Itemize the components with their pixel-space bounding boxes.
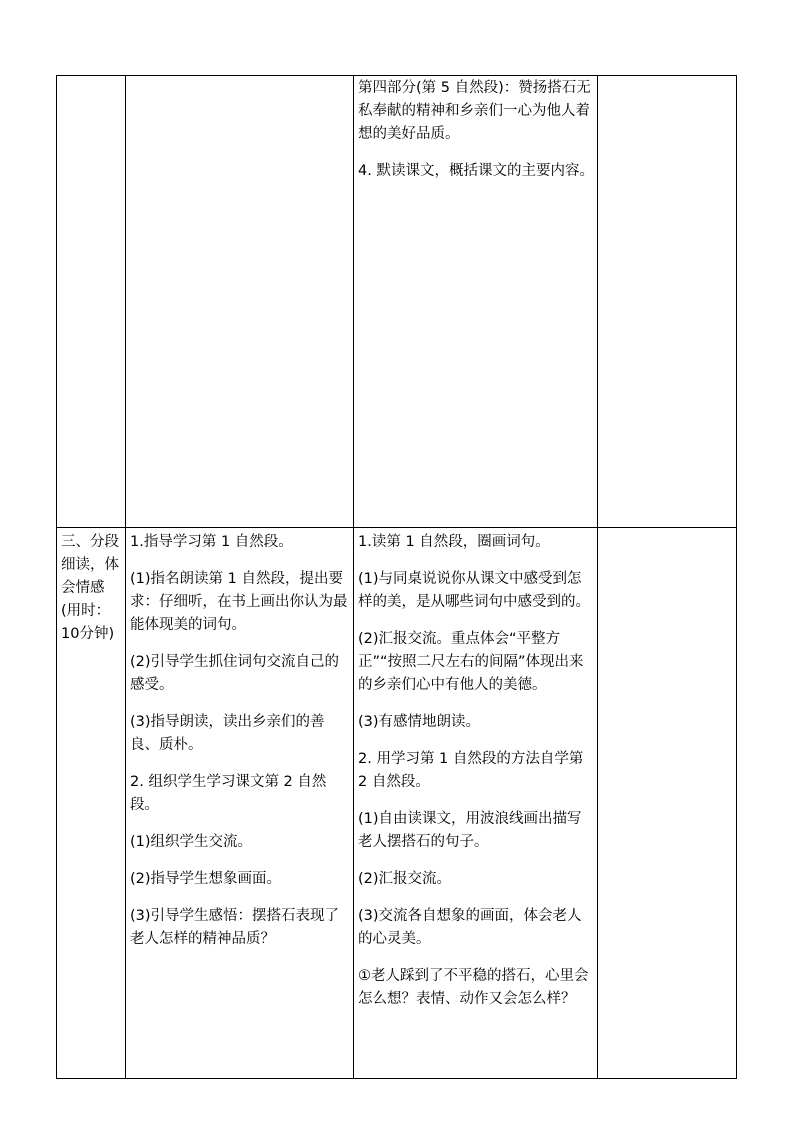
paragraph: (3)有感情地朗读。 — [358, 714, 481, 730]
row1-col1-cell — [57, 76, 125, 527]
paragraph: 2. 组织学生学习课文第 2 自然段。 — [130, 774, 327, 813]
row1-col4-cell — [598, 76, 737, 527]
paragraph: 第四部分(第 5 自然段)：赞扬搭石无私奉献的精神和乡亲们一心为他人着想的美好品质。 — [358, 80, 591, 142]
lesson-plan-table — [56, 75, 737, 1079]
row2-col4-cell — [598, 528, 737, 1078]
paragraph: 1.指导学习第 1 自然段。 — [130, 534, 293, 550]
paragraph: (3)引导学生感悟：摆搭石表现了老人怎样的精神品质？ — [130, 908, 340, 947]
paragraph: (1)自由读课文，用波浪线画出描写老人摆搭石的句子。 — [358, 811, 582, 850]
student-activity-cell — [358, 531, 596, 1076]
paragraph: 2. 用学习第 1 自然段的方法自学第 2 自然段。 — [358, 751, 584, 790]
paragraph: 4. 默读课文，概括课文的主要内容。 — [358, 163, 594, 179]
row1-col3-cell — [358, 77, 594, 525]
teacher-activity-cell — [130, 531, 351, 1076]
paragraph: (2)指导学生想象画面。 — [130, 871, 282, 887]
paragraph: ①老人踩到了不平稳的搭石，心里会怎么想？表情、动作又会怎么样？ — [358, 968, 589, 1007]
paragraph: (3)交流各自想象的画面，体会老人的心灵美。 — [358, 908, 582, 947]
stage-label-cell — [61, 531, 123, 1076]
paragraph: 1.读第 1 自然段，圈画词句。 — [358, 534, 550, 550]
paragraph: (2)汇报交流。重点体会“平整方正”“按照二尺左右的间隔”体现出来的乡亲们心中有他人的美德。 — [358, 631, 584, 693]
column-divider — [353, 76, 354, 1078]
paragraph: (3)指导朗读，读出乡亲们的善良、质朴。 — [130, 714, 325, 753]
paragraph: (2)引导学生抓住词句交流自己的感受。 — [130, 654, 340, 693]
paragraph: (1)指名朗读第 1 自然段，提出要求：仔细听，在书上画出你认为最能体现美的词句。 — [130, 571, 348, 633]
stage-label: 三、分段细读，体会情感(用时：10分钟) — [61, 534, 119, 642]
paragraph: (1)组织学生交流。 — [130, 834, 253, 850]
paragraph: (1)与同桌说说你从课文中感受到怎样的美，是从哪些词句中感受到的。 — [358, 571, 590, 610]
paragraph: (2)汇报交流。 — [358, 871, 452, 887]
row1-col2-cell — [126, 76, 353, 527]
